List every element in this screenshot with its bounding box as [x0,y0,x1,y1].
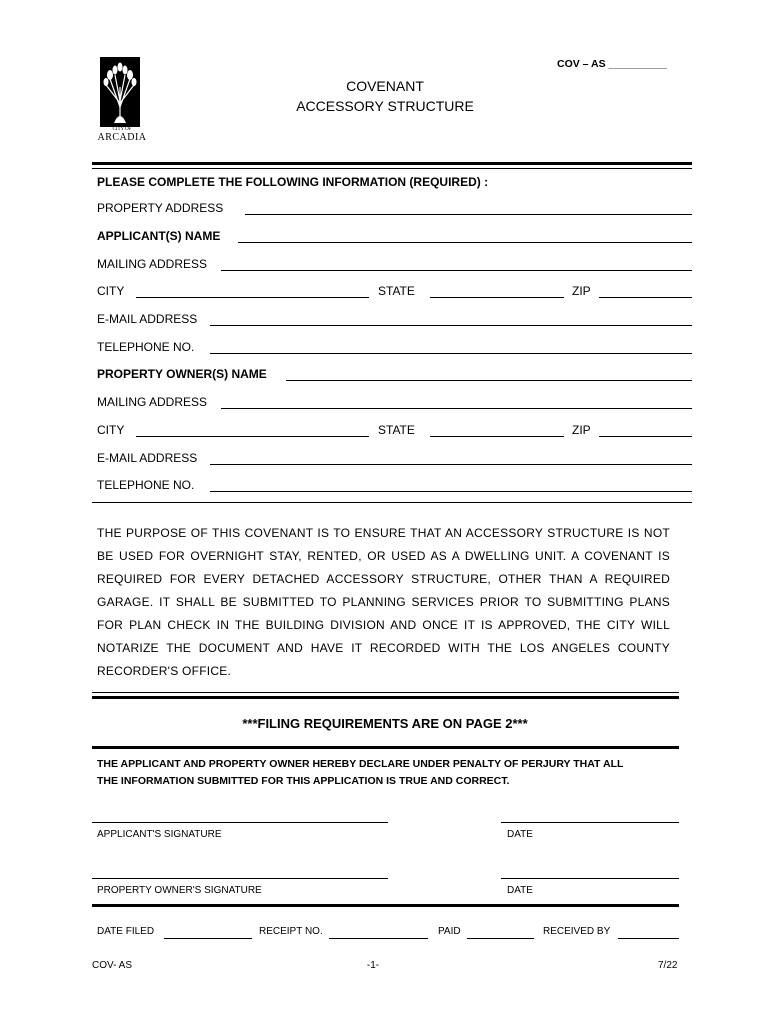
declaration [97,756,682,790]
title-line1: COVENANT [346,78,424,94]
footer-form-code: COV- AS [92,960,133,971]
declaration-line: THE APPLICANT AND PROPERTY OWNER HEREBY DECLARE UNDER PENALTY OF PERJURY THAT ALL [97,758,624,770]
paid-label: PAID [438,926,461,937]
applicant-mailing-label: MAILING ADDRESS [97,257,208,271]
applicant-city-label: CITY [97,284,125,298]
form-code: COV – AS __________ [557,58,667,70]
revision-date: 7/22 [658,960,678,971]
applicant-state-input[interactable] [430,297,564,298]
applicant-state-label: STATE [378,284,415,298]
page-number: -1- [366,960,380,971]
owner-date-input[interactable] [501,878,679,879]
owner-name-input[interactable] [286,380,692,381]
purpose-line: THE PURPOSE OF THIS COVENANT IS TO ENSURE THAT AN ACCESSORY STRUCTURE IS NOT [97,526,670,540]
owner-date-label: DATE [507,885,533,896]
declaration-line: THE INFORMATION SUBMITTED FOR THIS APPLICATION IS TRUE AND CORRECT. [97,775,510,787]
applicant-name-input[interactable] [238,242,692,243]
applicant-zip-label: ZIP [572,284,591,298]
instructions: PLEASE COMPLETE THE FOLLOWING INFORMATION (REQUIRED) : [97,175,489,189]
purpose-line: GARAGE. IT SHALL BE SUBMITTED TO PLANNING SERVICES PRIOR TO SUBMITTING PLANS [97,595,670,609]
property-address-label: PROPERTY ADDRESS [97,201,224,215]
filing-note: ***FILING REQUIREMENTS ARE ON PAGE 2*** [242,716,528,731]
owner-city-label: CITY [97,423,125,437]
paid-input[interactable] [467,938,534,939]
owner-mailing-input[interactable] [221,408,692,409]
property-address-input[interactable] [245,214,692,215]
date-filed-input[interactable] [164,938,252,939]
purpose-paragraph [97,522,670,683]
applicant-name-label: APPLICANT(S) NAME [97,229,221,243]
owner-mailing-label: MAILING ADDRESS [97,395,208,409]
purpose-line: BE USED FOR OVERNIGHT STAY, RENTED, OR USED AS A DWELLING UNIT. A COVENANT IS [97,549,670,563]
logo-city-name: ARCADIA [97,132,147,143]
applicant-date-input[interactable] [501,822,679,823]
owner-email-label: E-MAIL ADDRESS [97,451,198,465]
owner-signature-input[interactable] [92,878,388,879]
receipt-no-input[interactable] [329,938,428,939]
applicant-telephone-input[interactable] [210,353,692,354]
receipt-no-label: RECEIPT NO. [259,926,323,937]
filing-rule-bottom [92,746,679,749]
owner-zip-input[interactable] [599,436,692,437]
purpose-line: REQUIRED FOR EVERY DETACHED ACCESSORY STRUCTURE, OTHER THAN A REQUIRED [97,572,670,586]
applicant-signature-label: APPLICANT'S SIGNATURE [97,829,222,840]
purpose-line: FOR PLAN CHECK IN THE BUILDING DIVISION AND ONCE IT IS APPROVED, THE CITY WILL [97,618,670,632]
purpose-line: NOTARIZE THE DOCUMENT AND HAVE IT RECORDED WITH THE LOS ANGELES COUNTY [97,641,670,655]
purpose-line: RECORDER'S OFFICE. [97,664,232,678]
filing-rule-top-thin [92,692,679,693]
owner-signature-label: PROPERTY OWNER'S SIGNATURE [97,885,262,896]
owner-email-input[interactable] [210,464,692,465]
applicant-city-input[interactable] [136,297,369,298]
owner-telephone-label: TELEPHONE NO. [97,478,195,492]
owner-city-input[interactable] [136,436,369,437]
applicant-mailing-input[interactable] [221,270,692,271]
filing-rule-top [92,696,679,699]
received-by-label: RECEIVED BY [543,926,611,937]
applicant-date-label: DATE [507,829,533,840]
owner-zip-label: ZIP [572,423,591,437]
owner-state-label: STATE [378,423,415,437]
owner-name-label: PROPERTY OWNER(S) NAME [97,367,267,381]
title-line2: ACCESSORY STRUCTURE [296,98,474,114]
applicant-email-input[interactable] [210,325,692,326]
date-filed-label: DATE FILED [97,926,155,937]
office-rule [92,904,679,907]
header-rule-thin [92,168,692,169]
logo-city-of: CITY OF [112,127,132,132]
owner-state-input[interactable] [430,436,564,437]
applicant-signature-input[interactable] [92,822,388,823]
header-rule [92,162,692,165]
owner-telephone-input[interactable] [210,491,692,492]
section-rule [92,502,692,503]
applicant-telephone-label: TELEPHONE NO. [97,340,195,354]
applicant-zip-input[interactable] [599,297,692,298]
applicant-email-label: E-MAIL ADDRESS [97,312,198,326]
received-by-input[interactable] [618,938,679,939]
